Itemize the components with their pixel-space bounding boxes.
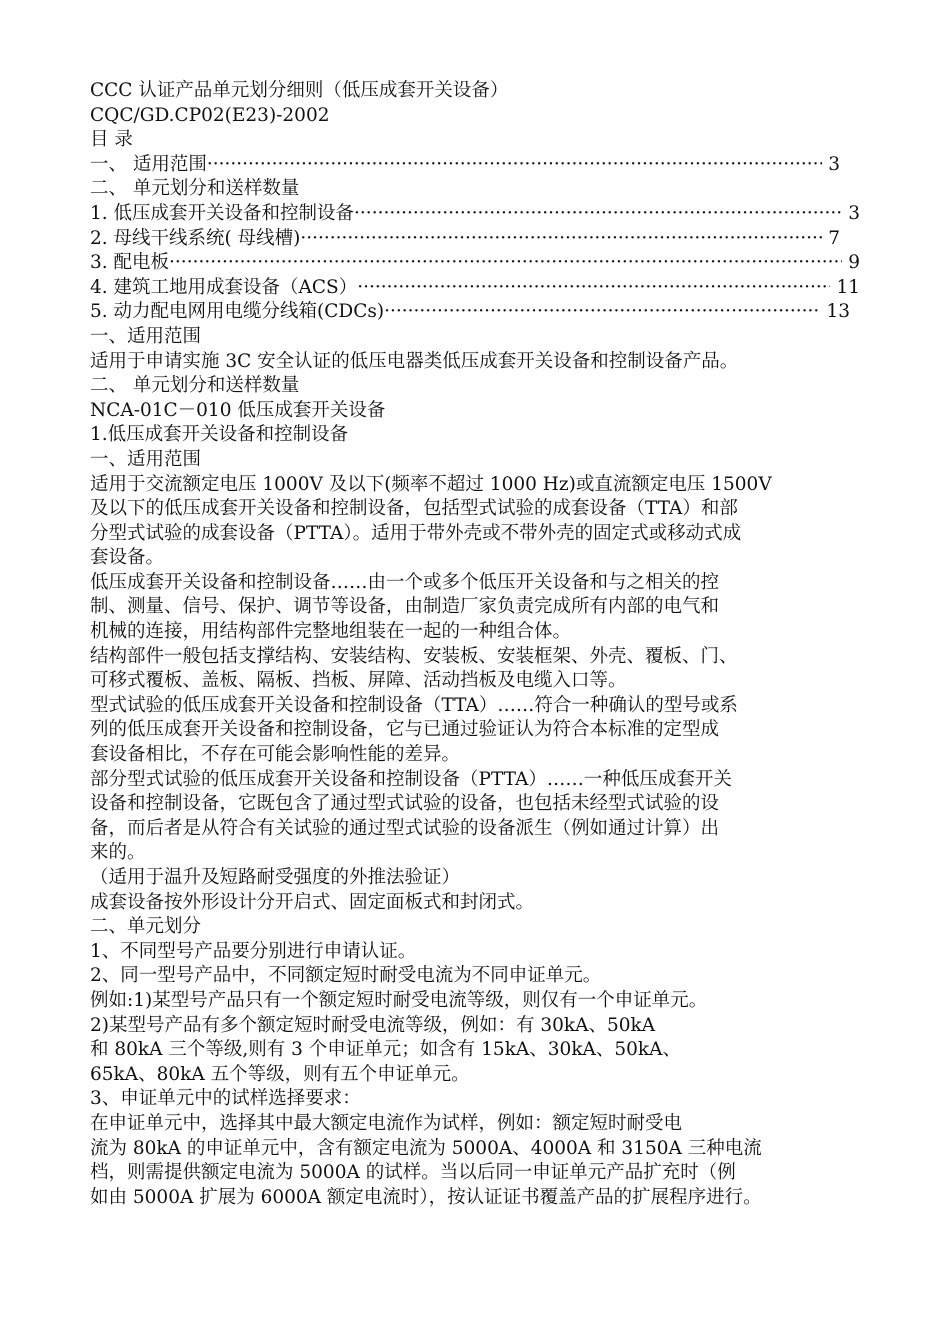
body-text-line: 来的。 [90, 842, 146, 864]
body-text-line: 设备和控制设备，它既包含了通过型式试验的设备，也包括未经型式试验的设 [90, 793, 720, 815]
body-text-line: 型式试验的低压成套开关设备和控制设备（TTA）……符合一种确认的型号或系 [90, 694, 738, 716]
toc-entry[interactable] [90, 153, 840, 178]
toc-entry-label: 一、 适用范围 [90, 153, 207, 175]
toc-entry[interactable] [90, 202, 860, 227]
body-text-line: NCA-01C－010 低压成套开关设备 [90, 399, 386, 421]
body-text-line: 成套设备按外形设计分开启式、固定面板式和封闭式。 [90, 891, 535, 913]
toc-entry-label: 3. 配电板 [90, 252, 170, 274]
body-text-line: 分型式试验的成套设备（PTTA）。适用于带外壳或不带外壳的固定式或移动式成 [90, 522, 742, 544]
body-text-line: 适用于交流额定电压 1000V 及以下(频率不超过 1000 Hz)或直流额定电压 1500V [90, 473, 772, 495]
body-text-line: 套设备相比，不存在可能会影响性能的差异。 [90, 744, 461, 766]
toc-leader [207, 153, 822, 178]
toc-entry[interactable] [90, 227, 840, 252]
doc-title: CCC 认证产品单元划分细则（低压成套开关设备） [90, 80, 509, 101]
body-text-line: 一、适用范围 [90, 448, 202, 470]
body-text-line: 二、单元划分 [90, 916, 202, 938]
body-text-line: 如由 5000A 扩展为 6000A 额定电流时），按认证证书覆盖产品的扩展程序进行。 [90, 1186, 762, 1208]
body-text-line: 部分型式试验的低压成套开关设备和控制设备（PTTA）……一种低压成套开关 [90, 768, 732, 790]
toc-heading: 目 录 [90, 129, 133, 151]
toc-entry-page: 3 [828, 153, 840, 175]
body-text-line: 例如:1)某型号产品只有一个额定短时耐受电流等级，则仅有一个申证单元。 [90, 989, 708, 1011]
document-body [90, 325, 870, 1210]
toc-entry-label: 1. 低压成套开关设备和控制设备 [90, 202, 355, 224]
toc-leader [354, 202, 842, 227]
table-of-contents [90, 153, 870, 325]
body-text-line: 3、申证单元中的试样选择要求： [90, 1088, 361, 1110]
body-text-line: 列的低压成套开关设备和控制设备，它与已通过验证认为符合本标准的定型成 [90, 719, 720, 741]
toc-leader [384, 300, 820, 325]
body-text-line: 档，则需提供额定电流为 5000A 的试样。当以后同一申证单元产品扩充时（例 [90, 1162, 736, 1184]
body-text-line: 2)某型号产品有多个额定短时耐受电流等级，例如：有 30kA、50kA [90, 1014, 656, 1036]
body-text-line: 制、测量、信号、保护、调节等设备，由制造厂家负责完成所有内部的电气和 [90, 596, 720, 618]
toc-leader [357, 276, 830, 301]
body-text-line: 可移式覆板、盖板、隔板、挡板、屏障、活动挡板及电缆入口等。 [90, 670, 627, 692]
body-text-line: （适用于温升及短路耐受强度的外推法验证） [90, 867, 461, 888]
toc-entry-label: 2. 母线干线系统( 母线槽) [90, 227, 301, 249]
body-text-line: 适用于申请实施 3C 安全认证的低压电器类低压成套开关设备和控制设备产品。 [90, 350, 739, 372]
body-text-line: 二、 单元划分和送样数量 [90, 375, 300, 397]
toc-entry-label: 4. 建筑工地用成套设备（ACS） [90, 276, 358, 298]
body-text-line: 流为 80kA 的申证单元中，含有额定电流为 5000A、4000A 和 3150A 三种电流 [90, 1137, 762, 1159]
document-page [90, 79, 870, 1210]
body-text-line: 65kA、80kA 五个等级，则有五个申证单元。 [90, 1063, 470, 1085]
toc-leader [169, 251, 842, 276]
body-text-line: 结构部件一般包括支撑结构、安装结构、安装板、安装框架、外壳、覆板、门、 [90, 645, 738, 667]
body-text-line: 一、适用范围 [90, 325, 202, 347]
toc-entry-page: 7 [828, 227, 840, 249]
body-text-line: 套设备。 [90, 547, 165, 569]
body-text-line: 在申证单元中，选择其中最大额定电流作为试样，例如：额定短时耐受电 [90, 1112, 683, 1134]
body-text-line: 2、同一型号产品中，不同额定短时耐受电流为不同申证单元。 [90, 965, 602, 987]
toc-entry-page: 3 [848, 202, 860, 224]
toc-entry-label: 二、 单元划分和送样数量 [90, 178, 300, 200]
body-text-line: 1、不同型号产品要分别进行申请认证。 [90, 940, 417, 962]
body-text-line: 低压成套开关设备和控制设备……由一个或多个低压开关设备和与之相关的控 [90, 571, 720, 593]
toc-entry-label: 5. 动力配电网用电缆分线箱(CDCs) [90, 301, 385, 323]
body-text-line: 1.低压成套开关设备和控制设备 [90, 424, 349, 446]
toc-entry[interactable] [90, 300, 850, 325]
body-text-line: 机械的连接，用结构部件完整地组装在一起的一种组合体。 [90, 621, 572, 643]
body-text-line: 和 80kA 三个等级,则有 3 个申证单元；如含有 15kA、30kA、50kA、 [90, 1039, 681, 1061]
doc-code: CQC/GD.CP02(E23)-2002 [90, 104, 330, 126]
toc-entry[interactable] [90, 177, 870, 202]
toc-entry-page: 11 [836, 276, 860, 298]
toc-entry-page: 9 [848, 252, 860, 274]
toc-entry[interactable] [90, 251, 860, 276]
toc-entry-page: 13 [826, 301, 850, 323]
body-text-line: 备，而后者是从符合有关试验的通过型式试验的设备派生（例如通过计算）出 [90, 817, 720, 839]
body-text-line: 及以下的低压成套开关设备和控制设备，包括型式试验的成套设备（TTA）和部 [90, 498, 738, 520]
toc-entry[interactable] [90, 276, 860, 301]
toc-leader [300, 227, 822, 252]
